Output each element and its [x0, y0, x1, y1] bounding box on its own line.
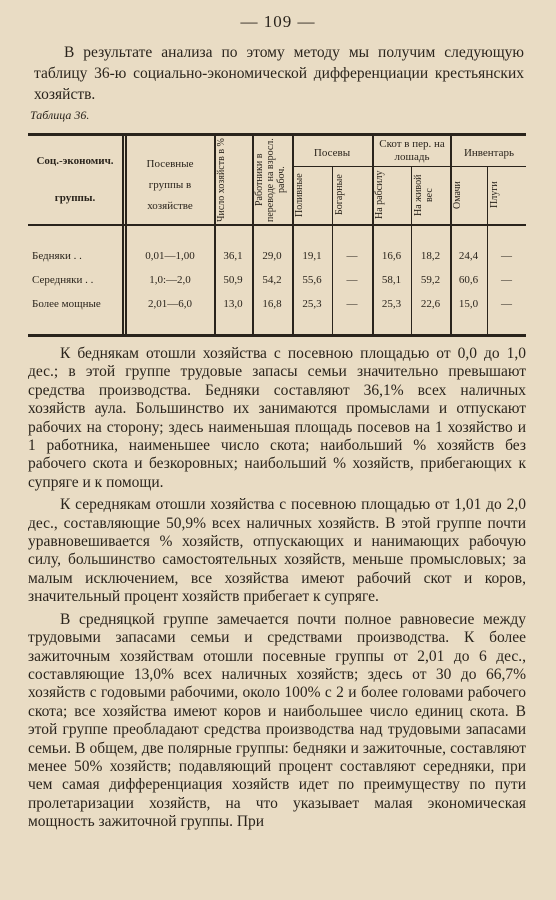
row-dry: —	[346, 274, 358, 286]
header-group-2: группы.	[54, 192, 96, 204]
row-group: Более мощные	[32, 298, 101, 310]
row-working: 16,6	[381, 250, 402, 262]
row-omachi: 60,6	[458, 274, 479, 286]
header-num-households: Число хозяйств в %	[216, 138, 227, 222]
header-omachi: Омачи	[452, 181, 463, 209]
intro-text: В результате анализа по этому методу мы получим следующую таблицу 36-ю социально-экономической дифференциации крестьянских хозяйств.	[34, 44, 524, 103]
row-sowing: 0,01—1,00	[145, 250, 195, 262]
row-plows: —	[501, 298, 512, 310]
row-omachi: 15,0	[458, 298, 479, 310]
row-live: 59,2	[420, 274, 441, 286]
header-crops: Посевы	[313, 147, 351, 159]
header-sowing: Посевные группы в хозяйстве	[146, 158, 194, 212]
row-working: 25,3	[381, 298, 402, 310]
row-workers: 54,2	[262, 274, 282, 286]
row-live: 18,2	[420, 250, 441, 262]
row-irrigated: 25,3	[302, 298, 322, 310]
row-pct: 13,0	[223, 298, 243, 310]
paragraph-middle: К середнякам отошли хозяйства с посевною площадью от 1,01 до 2,0 дес., составляющие 50,9% всех наличных хозяйств. В этой группе почти уравновешивается % хозяйств, отпускающих и нанимающих рабочую силу, большинство самостоятельных хозяйств, меньше промысловых; за малым исключением, все хозяйства имеют рабочий скот и коров, значительный процент хозяйств прибегает к супряге.	[28, 496, 526, 606]
row-plows: —	[501, 274, 512, 286]
header-irrigated: Поливные	[294, 173, 305, 217]
page-number: — 109 —	[240, 12, 316, 31]
intro-paragraph	[34, 42, 524, 105]
body-text	[28, 345, 526, 836]
row-sowing: 2,01—6,0	[148, 298, 192, 310]
row-dry: —	[346, 250, 358, 262]
header-dry: Богарные	[334, 174, 345, 216]
row-working: 58,1	[381, 274, 402, 286]
header-workers: Работники в переводе на взросл. рабоч.	[254, 138, 287, 222]
table-36	[28, 133, 526, 337]
row-omachi: 24,4	[458, 250, 479, 262]
paragraph-poor: К беднякам отошли хозяйства с посевною площадью от 0,0 до 1,0 дес.; в этой группе трудовые запасы семьи значительно превышают средства производства. Бедняки составляют 36,1% всех наличных хозяйств аула. Большинство их занимаются промыслами и отпускают рабочих на сторону; здесь наименьшая площадь посевов на 1 хозяйство и 1 работника, наименьшее число скота; наибольший % хозяйств без рабочего скота и безкоровных; наибольший % хозяйств, прибегающих к супряге и к помощи.	[28, 345, 526, 491]
table-caption: Таблица 36.	[30, 108, 90, 122]
header-plows: Плуги	[489, 181, 500, 209]
row-pct: 36,1	[223, 250, 243, 262]
row-irrigated: 55,6	[302, 274, 322, 286]
row-sowing: 1,0:—2,0	[149, 274, 191, 286]
row-dry: —	[346, 298, 358, 310]
header-group-1: Соц.-экономич.	[36, 155, 114, 167]
row-irrigated: 19,1	[302, 250, 322, 262]
header-working: На рабсилу	[374, 170, 385, 220]
row-pct: 50,9	[223, 274, 243, 286]
header-live-weight: На живой вес	[413, 174, 435, 216]
row-workers: 16,8	[262, 298, 282, 310]
row-workers: 29,0	[262, 250, 282, 262]
row-live: 22,6	[420, 298, 441, 310]
row-plows: —	[501, 250, 512, 262]
row-group: Середняки . .	[32, 274, 94, 286]
header-inventory: Инвентарь	[463, 147, 515, 159]
header-livestock: Скот в пер. на лошадь	[379, 138, 445, 163]
paragraph-wealthy: В средняцкой группе замечается почти полное равновесие между трудовыми запасами семьи и средствами производства. К более зажиточным хозяйствам отошли посевные группы от 2,01 до 6 дес., составляющие 13,0% всех наличных хозяйств; здесь от 30 до 66,7% хозяйств с годовыми рабочими, около 100% с 2 и более головами рабочего скота; все хозяйства имеют коров и наибольшее число единиц скота. В этой группе преобладают средства производства над трудовыми запасами семьи. В общем, две полярные группы: бедняки и зажиточные, составляют менее 50% хозяйств; подавляющий процент составляют середняки, при чем самая дифференциация хозяйств идет по преимуществу по пути пролетаризации хозяйств, на что указывает малая экономическая мощность зажиточной группы. При	[28, 610, 526, 831]
row-group: Бедняки . .	[32, 250, 82, 262]
